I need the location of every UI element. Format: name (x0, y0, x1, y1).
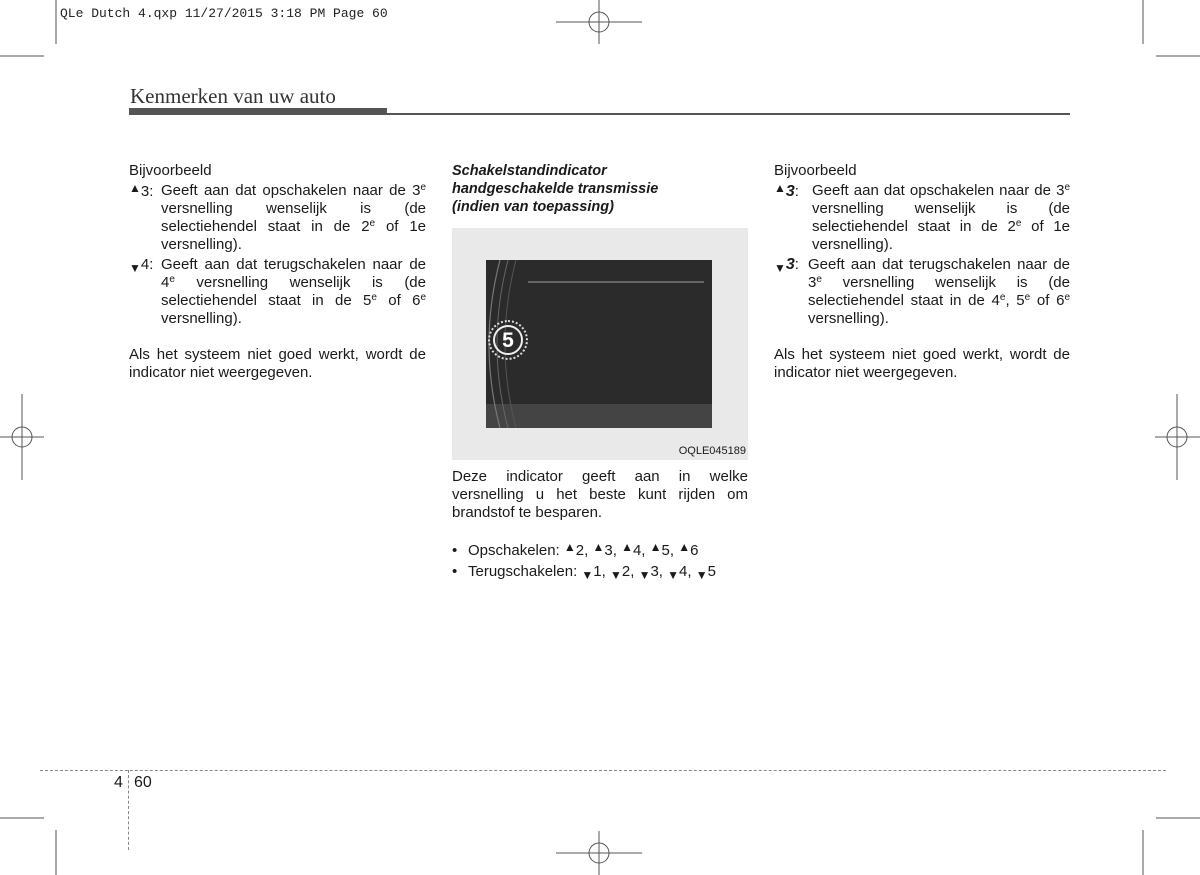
triangle-down-icon: ▼ (129, 261, 141, 275)
title-rule-thin (387, 113, 1070, 115)
gear-value: 4 (679, 563, 688, 580)
gear-value: 1 (593, 563, 602, 580)
gear-value: 5 (661, 542, 670, 559)
middle-description: Deze indicator geeft aan in welke versnelling u het beste kunt rijden om brandstof te besparen. (452, 468, 748, 521)
triangle-up-icon: ▲ (621, 540, 633, 554)
chapter-number: 4 (114, 774, 123, 791)
bullet-dot-icon: • (452, 542, 458, 559)
registration-mark-right-icon (1155, 394, 1200, 480)
triangle-up-icon: ▲ (129, 181, 141, 195)
figure-panel (452, 228, 748, 460)
title-rule-thick (129, 108, 387, 115)
registration-mark-left-icon (0, 394, 44, 480)
middle-title: Schakelstandindicator handgeschakelde transmissie (indien van toepassing) (452, 163, 659, 215)
right-item-upshift: ▲3: Geeft aan dat opschakelen naar de 3e versnelling wenselijk is (de selectiehendel staat in de 2e of 1e versnelling). (774, 181, 1071, 253)
item-marker: 3 (785, 256, 795, 273)
right-note: Als het systeem niet goed werkt, wordt de indicator niet weergegeven. (774, 346, 1070, 381)
gear-value: 2 (621, 563, 631, 580)
gear-value: 3 (604, 542, 613, 559)
bullet-dot-icon: • (452, 563, 458, 580)
right-heading: Bijvoorbeeld (774, 162, 857, 179)
downshift-values: ▼1, ▼2, ▼3, ▼4, ▼5 (581, 563, 716, 582)
figure-code: OQLE045189 (678, 445, 746, 457)
triangle-down-icon: ▼ (695, 568, 708, 582)
item-marker: 4: (140, 256, 154, 273)
right-column (774, 162, 1070, 382)
triangle-down-icon: ▼ (774, 261, 786, 275)
item-text: Geeft aan dat opschakelen naar de 3e versnelling wenselijk is (de selectiehendel staat in de 2e of 1e versnelling). (161, 182, 427, 253)
cluster-display-image (486, 260, 712, 428)
left-note: Als het systeem niet goed werkt, wordt de indicator niet weergegeven. (129, 346, 426, 381)
section-title: Kenmerken van uw auto (130, 84, 336, 108)
gear-value: 6 (690, 542, 699, 559)
footer-dashed-divider (128, 770, 129, 850)
left-heading: Bijvoorbeeld (129, 162, 212, 179)
gear-indicator (488, 320, 528, 360)
left-column (129, 162, 426, 382)
triangle-down-icon: ▼ (581, 568, 594, 582)
gear-value: 3 (650, 563, 659, 580)
print-header: QLe Dutch 4.qxp 11/27/2015 3:18 PM Page 60 (60, 6, 388, 21)
bullet-label: Opschakelen: (468, 542, 560, 559)
triangle-up-icon: ▲ (592, 540, 605, 554)
registration-mark-bottom-icon (556, 831, 642, 875)
triangle-up-icon: ▲ (649, 540, 662, 554)
left-item-downshift (129, 256, 426, 328)
page-number: 60 (134, 774, 152, 791)
left-item-upshift (129, 182, 426, 254)
registration-mark-top-icon (556, 0, 642, 44)
item-text: Geeft aan dat terugschakelen naar de 3e versnelling wenselijk is (de selectiehendel staat in de 4e, 5e of 6e versnelling). (808, 256, 1070, 327)
footer-dashed-rule (40, 770, 1166, 771)
item-marker: 3 (785, 183, 795, 200)
gear-value: 4 (632, 542, 642, 559)
triangle-up-icon: ▲ (774, 181, 786, 195)
gear-value: 2 (575, 542, 585, 559)
triangle-down-icon: ▼ (638, 568, 651, 582)
item-text: Geeft aan dat opschakelen naar de 3e versnelling wenselijk is (de selectiehendel staat in de 2e of 1e versnelling). (812, 182, 1071, 253)
right-item-downshift: ▼3: Geeft aan dat terugschakelen naar de 3e versnelling wenselijk is (de selectiehendel staat in de 4e, 5e of 6e versnelling). (774, 256, 1070, 327)
item-text: Geeft aan dat terugschakelen naar de 4e versnelling wenselijk is (de selectiehendel staat in de 5e of 6e versnelling). (161, 256, 426, 327)
shift-bullets (452, 540, 748, 582)
gear-indicator-inner (493, 325, 523, 355)
gear-number: 5 (502, 328, 514, 352)
triangle-up-icon: ▲ (563, 540, 576, 554)
triangle-down-icon: ▼ (609, 568, 622, 582)
upshift-values: ▲2, ▲3, ▲4, ▲5, ▲6 (563, 540, 699, 559)
triangle-down-icon: ▼ (667, 568, 680, 582)
bullet-upshift (452, 540, 748, 561)
bullet-label: Terugschakelen: (468, 563, 578, 580)
triangle-up-icon: ▲ (678, 540, 691, 554)
item-marker: 3: (140, 183, 154, 200)
gear-value: 5 (707, 563, 716, 580)
bullet-downshift (452, 561, 748, 582)
